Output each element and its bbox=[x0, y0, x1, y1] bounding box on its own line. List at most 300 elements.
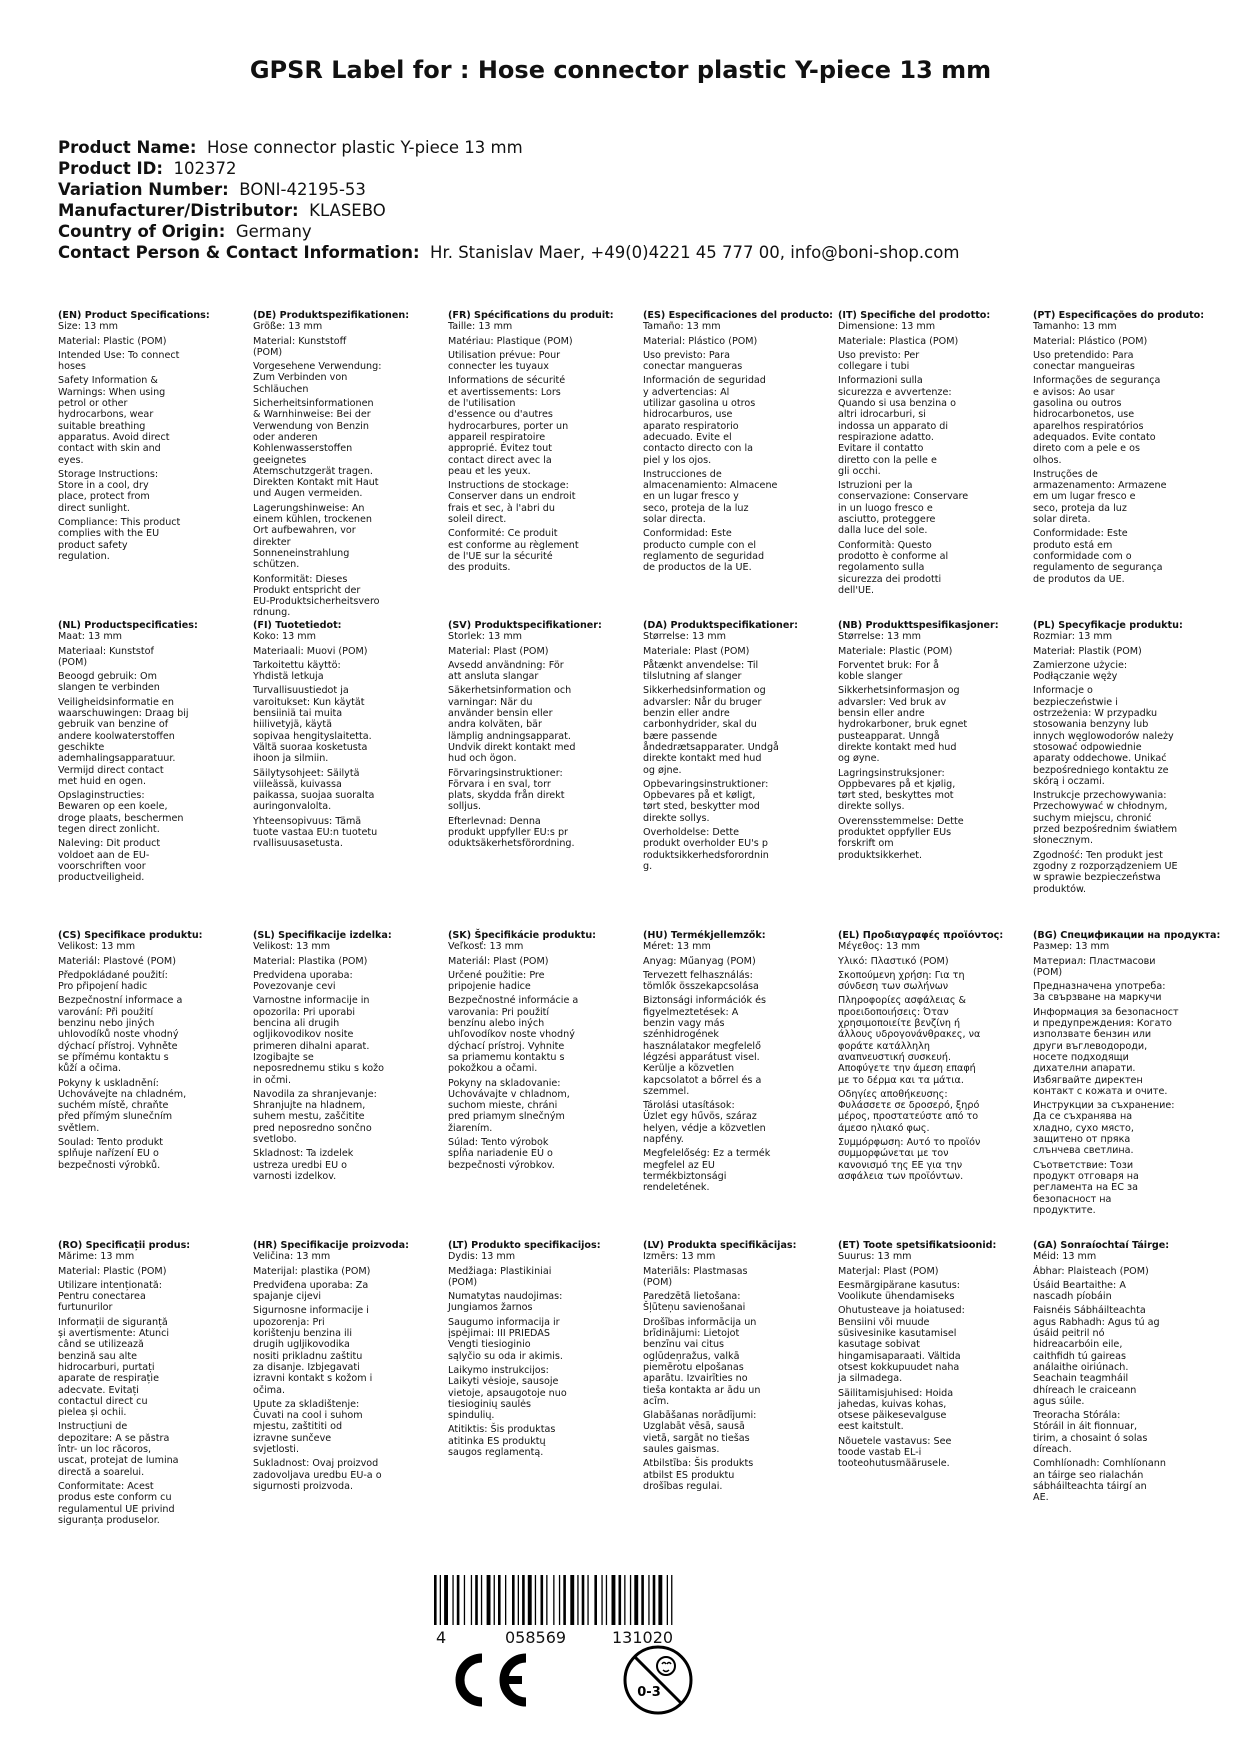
spec-line: olhos. bbox=[1033, 454, 1062, 466]
spec-line: conformidade com o bbox=[1033, 550, 1132, 562]
spec-line: Dydis: 13 mm bbox=[448, 1251, 516, 1263]
spec-line: Größe: 13 mm bbox=[253, 321, 323, 333]
spec-line: direkte kontakt med hud bbox=[838, 741, 957, 753]
spec-line: aparaty oddechowe. Unikać bbox=[1033, 753, 1167, 765]
spec-line: kasutage sobivat bbox=[838, 1339, 920, 1351]
spec-line: Информация за безопасност bbox=[1033, 1006, 1179, 1018]
spec-line: Conformidade: Este bbox=[1033, 528, 1128, 540]
spec-line: droge plaats, beschermen bbox=[58, 812, 184, 824]
spec-section bbox=[58, 930, 248, 1171]
spec-line: direkte sollys. bbox=[838, 801, 905, 813]
spec-section-title: (DE) Produktspezifikationen: bbox=[253, 310, 410, 321]
spec-line: Utilizare intenționată: bbox=[58, 1279, 162, 1291]
spec-line: Veiligheidsinformatie en bbox=[58, 696, 174, 708]
spec-line: productveiligheid. bbox=[58, 872, 145, 884]
spec-line: Oppbevares på et kjølig, bbox=[838, 778, 956, 790]
spec-line: figyelmeztetések: A bbox=[643, 1006, 739, 1018]
spec-section-title: (SV) Produktspecifikationer: bbox=[448, 620, 602, 631]
spec-line: d'essence ou d'autres bbox=[448, 409, 553, 421]
spec-line: úsáid peitril nó bbox=[1033, 1328, 1105, 1340]
spec-section bbox=[1033, 620, 1223, 895]
spec-line: άμεσο ηλιακό φως. bbox=[838, 1122, 930, 1134]
spec-line: szemmel. bbox=[643, 1085, 690, 1097]
spec-line: roduktsikkerhedsforordnin bbox=[643, 849, 769, 861]
spec-line: регламента на ЕС за bbox=[1033, 1182, 1138, 1194]
barcode bbox=[430, 1575, 700, 1625]
spec-line: tirim, a chosaint ó solas bbox=[1033, 1432, 1148, 1444]
spec-line: προειδοποιήσεις: Όταν bbox=[838, 1006, 949, 1018]
spec-line: dell'UE. bbox=[838, 584, 875, 596]
spec-line: solljus. bbox=[448, 801, 481, 813]
spec-line: otsest kokkupuudet naha bbox=[838, 1361, 960, 1373]
spec-section-title: (ES) Especificaciones del producto: bbox=[643, 310, 834, 321]
spec-line: bensin eller andre bbox=[838, 708, 925, 720]
spec-line: Υλικό: Πλαστικό (POM) bbox=[838, 955, 949, 967]
spec-section-title: (RO) Specificații produs: bbox=[58, 1240, 191, 1251]
spec-line: bezpieczeństwie i bbox=[1033, 696, 1118, 708]
spec-line: Undvik direkt kontakt med bbox=[448, 741, 576, 753]
spec-line: дихателни апарати. bbox=[1033, 1063, 1136, 1075]
spec-line: petrol or other bbox=[58, 398, 128, 410]
spec-line: Tarkoitettu käyttö: bbox=[253, 659, 341, 671]
spec-line: schützen. bbox=[253, 559, 300, 571]
spec-line: Istruzioni per la bbox=[838, 480, 913, 492]
spec-line: Materiale: Plast (POM) bbox=[643, 645, 750, 657]
spec-section-title: (PT) Especificações do produto: bbox=[1033, 310, 1205, 321]
spec-line: svetlobo. bbox=[253, 1134, 297, 1146]
spec-line: Ohutusteave ja hoiatused: bbox=[838, 1305, 965, 1317]
spec-line: y advertencias: Al bbox=[643, 386, 730, 398]
spec-section bbox=[253, 1240, 443, 1492]
info-product-name: Product Name: Hose connector plastic Y-piece 13 mm bbox=[58, 138, 523, 157]
spec-line: Bewaren op een koele, bbox=[58, 801, 168, 813]
spec-line: Información de seguridad bbox=[643, 375, 766, 387]
spec-line: gebruik van benzine of bbox=[58, 719, 169, 731]
info-manufacturer: Manufacturer/Distributor: KLASEBO bbox=[58, 201, 386, 220]
spec-section bbox=[838, 620, 1028, 861]
spec-line: upozorenja: Pri bbox=[253, 1316, 325, 1328]
spec-line: primeren dihalni aparat. bbox=[253, 1040, 370, 1052]
spec-line: използвате бензин или bbox=[1033, 1029, 1152, 1041]
spec-line: oduktsäkerhetsförordning. bbox=[448, 838, 575, 850]
barcode-bar bbox=[559, 1575, 560, 1625]
spec-line: sigurnosti proizvoda. bbox=[253, 1480, 353, 1492]
spec-line: Sicherheitsinformationen bbox=[253, 398, 374, 410]
spec-line: Velikost: 13 mm bbox=[58, 941, 136, 953]
spec-line: uhľovodíkov noste vhodný bbox=[448, 1029, 575, 1041]
spec-line: díreach. bbox=[1033, 1444, 1072, 1456]
spec-line: Materijal: plastika (POM) bbox=[253, 1265, 371, 1277]
spec-line: innych węglowodorów należy bbox=[1033, 730, 1174, 742]
spec-section-title: (GA) Sonraíochtaí Táirge: bbox=[1033, 1240, 1170, 1251]
product-info bbox=[58, 137, 959, 263]
spec-line: Maat: 13 mm bbox=[58, 631, 123, 643]
spec-line: Материал: Пластмасови bbox=[1033, 955, 1156, 967]
spec-line: bezpośredniego kontaktu ze bbox=[1033, 764, 1169, 776]
spec-line: Instrucțiuni de bbox=[58, 1421, 128, 1433]
spec-line: Informacje o bbox=[1033, 685, 1093, 697]
spec-section-title: (NL) Productspecificaties: bbox=[58, 620, 198, 631]
spec-line: Informations de sécurité bbox=[448, 375, 566, 387]
spec-section bbox=[448, 620, 638, 850]
spec-line: Velikost: 13 mm bbox=[253, 941, 331, 953]
spec-line: Materiál: Plastové (POM) bbox=[58, 955, 176, 967]
spec-line: продукт отговаря на bbox=[1033, 1170, 1139, 1182]
spec-line: voldoet aan de EU- bbox=[58, 849, 150, 861]
spec-line: använder bensin eller bbox=[448, 708, 553, 720]
spec-line: Navodila za shranjevanje: bbox=[253, 1088, 377, 1100]
spec-line: Efterlevnad: Denna bbox=[448, 815, 541, 827]
spec-line: Store in a cool, dry bbox=[58, 480, 149, 492]
spec-section-title: (FI) Tuotetiedot: bbox=[253, 620, 342, 631]
barcode-bar bbox=[667, 1575, 668, 1625]
spec-line: când se utilizează bbox=[58, 1339, 144, 1351]
spec-line: Förvara i en sval, torr bbox=[448, 778, 551, 790]
spec-line: Uchovávejte na chladném, bbox=[58, 1088, 187, 1100]
spec-section bbox=[643, 310, 833, 574]
barcode-bar bbox=[440, 1575, 441, 1625]
spec-line: Materiale: Plastic (POM) bbox=[838, 645, 953, 657]
barcode-bar bbox=[512, 1575, 515, 1625]
barcode-bar bbox=[494, 1575, 495, 1625]
barcode-bar bbox=[518, 1575, 519, 1625]
spec-line: Conformité: Ce produit bbox=[448, 528, 558, 540]
spec-line: auringonvalolta. bbox=[253, 801, 332, 813]
spec-line: en un lugar fresco y bbox=[643, 491, 739, 503]
spec-line: (POM) bbox=[253, 346, 283, 358]
info-variation-number: Variation Number: BONI-42195-53 bbox=[58, 180, 366, 199]
spec-line: Material: Plastic (POM) bbox=[58, 335, 167, 347]
spec-line: apparatus. Avoid direct bbox=[58, 431, 170, 443]
spec-line: (POM) bbox=[58, 656, 88, 668]
spec-line: безопасност на bbox=[1033, 1193, 1112, 1205]
spec-line: jahedas, kuivas kohas, bbox=[838, 1398, 947, 1410]
barcode-bar bbox=[522, 1575, 525, 1625]
spec-line: hidrocarbonetos, use bbox=[1033, 409, 1135, 421]
spec-section-title: (NB) Produkttspesifikasjoner: bbox=[838, 620, 999, 631]
spec-section bbox=[448, 1240, 638, 1458]
spec-line: tegen direct zonlicht. bbox=[58, 824, 160, 836]
spec-line: Ábhar: Plaisteach (POM) bbox=[1033, 1265, 1149, 1277]
barcode-bar bbox=[624, 1575, 625, 1625]
spec-line: használatakor megfelelő bbox=[643, 1040, 761, 1052]
spec-line: termékbiztonsági bbox=[643, 1170, 727, 1182]
spec-line: benzínu alebo iných bbox=[448, 1018, 545, 1030]
barcode-bar bbox=[577, 1575, 578, 1625]
spec-line: Informazioni sulla bbox=[838, 375, 923, 387]
spec-line: Faisnéis Sábháilteachta bbox=[1033, 1305, 1146, 1317]
spec-section-title: (EN) Product Specifications: bbox=[58, 310, 210, 321]
spec-line: solar directa. bbox=[643, 514, 706, 526]
spec-line: (POM) bbox=[643, 1276, 673, 1288]
spec-line: Overensstemmelse: Dette bbox=[838, 815, 964, 827]
spec-line: Избягвайте директен bbox=[1033, 1074, 1143, 1086]
spec-line: Vengti tiesioginio bbox=[448, 1339, 531, 1351]
spec-line: Uso previsto: Per bbox=[838, 349, 920, 361]
spec-line: Size: 13 mm bbox=[58, 321, 118, 333]
spec-line: άλλους υδρογονάνθρακες, να bbox=[838, 1029, 981, 1041]
spec-line: att ansluta slangar bbox=[448, 671, 539, 683]
spec-section-title: (EL) Προδιαγραφές προϊόντος: bbox=[838, 930, 1004, 941]
spec-line: Material: Plast (POM) bbox=[448, 645, 549, 657]
spec-line: caithfidh tú gaireas bbox=[1033, 1350, 1126, 1362]
spec-line: produkt uppfyller EU:s pr bbox=[448, 827, 569, 839]
spec-line: Vältä suoraa kosketusta bbox=[253, 741, 368, 753]
spec-line: siguranța produselor. bbox=[58, 1514, 160, 1526]
spec-line: suitable breathing bbox=[58, 420, 146, 432]
spec-line: Storlek: 13 mm bbox=[448, 631, 523, 643]
spec-line: Voolikute ühendamiseks bbox=[838, 1291, 955, 1303]
spec-section bbox=[643, 930, 833, 1194]
spec-line: svjetlosti. bbox=[253, 1444, 300, 1456]
spec-line: bezpečnosti výrobků. bbox=[58, 1159, 161, 1171]
spec-line: g. bbox=[643, 860, 653, 872]
spec-line: Určené použitie: Pre bbox=[448, 969, 545, 981]
spec-line: Material: Plástico (POM) bbox=[643, 335, 758, 347]
spec-line: de productos de la UE. bbox=[643, 562, 752, 574]
barcode-bar bbox=[471, 1575, 472, 1625]
spec-line: benzīnu vai citus bbox=[643, 1339, 725, 1351]
spec-section-title: (IT) Specifiche del prodotto: bbox=[838, 310, 991, 321]
spec-section bbox=[448, 310, 638, 574]
barcode-bar bbox=[594, 1575, 597, 1625]
spec-line: bære passende bbox=[643, 730, 718, 742]
spec-line: συμμορφώνεται με τον bbox=[838, 1148, 949, 1160]
spec-line: Materiał: Plastik (POM) bbox=[1033, 645, 1142, 657]
spec-line: atitinka ES produktų bbox=[448, 1435, 546, 1447]
spec-line: Avsedd användning: För bbox=[448, 659, 564, 671]
barcode-bar bbox=[630, 1575, 631, 1625]
spec-line: hidrocarburos, use bbox=[643, 409, 733, 421]
spec-section-title: (SL) Specifikacije izdelka: bbox=[253, 930, 392, 941]
spec-line: aparate de respirație bbox=[58, 1373, 159, 1385]
spec-line: uhlovodíků noste vhodný bbox=[58, 1029, 179, 1041]
spec-line: an táirge seo rialachán bbox=[1033, 1469, 1144, 1481]
spec-line: e avisos: Ao usar bbox=[1033, 386, 1115, 398]
spec-line: waarschuwingen: Draag bij bbox=[58, 708, 189, 720]
barcode-bar bbox=[505, 1575, 506, 1625]
barcode-bar bbox=[553, 1575, 554, 1625]
spec-line: Materiale: Plastica (POM) bbox=[838, 335, 959, 347]
spec-section bbox=[1033, 930, 1223, 1216]
spec-line: de l'UE sur la sécurité bbox=[448, 550, 553, 562]
spec-line: in un luogo fresco e bbox=[838, 502, 933, 514]
barcode-digits-left: 058569 bbox=[505, 1628, 567, 1647]
page-title: GPSR Label for : Hose connector plastic Y-piece 13 mm bbox=[249, 56, 992, 84]
spec-line: Pokyny k uskladnění: bbox=[58, 1077, 159, 1089]
spec-line: κανονισμό της ΕΕ για την bbox=[838, 1159, 963, 1171]
spec-line: Material: Plastic (POM) bbox=[58, 1265, 167, 1277]
barcode-bar bbox=[457, 1575, 460, 1625]
spec-line: szénhidrogének bbox=[643, 1029, 719, 1041]
spec-line: pred priamym slnečným bbox=[448, 1111, 565, 1123]
spec-line: ostrzeżenia: W przypadku bbox=[1033, 708, 1158, 720]
spec-line: collegare i tubi bbox=[838, 361, 910, 373]
spec-line: nascadh píobáin bbox=[1033, 1291, 1112, 1303]
spec-line: hydrokarboner, bruk egnet bbox=[838, 719, 968, 731]
barcode-bar bbox=[498, 1575, 501, 1625]
spec-line: Σκοπούμενη χρήση: Για τη bbox=[838, 969, 965, 981]
barcode-bar bbox=[619, 1575, 622, 1625]
spec-line: Varnostne informacije in bbox=[253, 995, 370, 1007]
spec-line: Yhdistä letkuja bbox=[253, 671, 324, 683]
spec-line: ademhalingsapparatuur. bbox=[58, 753, 176, 765]
spec-line: Méret: 13 mm bbox=[643, 941, 711, 953]
spec-line: complies with the EU bbox=[58, 528, 160, 540]
spec-line: tooteohutusmäärusele. bbox=[838, 1458, 950, 1470]
spec-line: Izogibajte se bbox=[253, 1051, 314, 1063]
spec-line: Rozmiar: 13 mm bbox=[1033, 631, 1113, 643]
spec-line: Suurus: 13 mm bbox=[838, 1251, 912, 1263]
spec-line: Material: Kunststoff bbox=[253, 335, 347, 347]
spec-line: Yhteensopivuus: Tämä bbox=[253, 815, 362, 827]
spec-line: regulamentul UE privind bbox=[58, 1503, 175, 1515]
spec-section-title: (FR) Spécifications du produit: bbox=[448, 310, 614, 321]
spec-line: drošības regulai. bbox=[643, 1480, 723, 1492]
spec-section bbox=[643, 620, 833, 872]
spec-line: Lagerungshinweise: An bbox=[253, 502, 365, 514]
barcode-bar bbox=[475, 1575, 478, 1625]
spec-line: hingamisaparaati. Vältida bbox=[838, 1350, 961, 1362]
spec-line: (POM) bbox=[1033, 966, 1063, 978]
spec-line: Bensiini või muude bbox=[838, 1316, 930, 1328]
spec-line: Uchovávajte v chladnom, bbox=[448, 1088, 570, 1100]
barcode-bar bbox=[464, 1575, 465, 1625]
spec-line: Kerülje a közvetlen bbox=[643, 1063, 735, 1075]
barcode-bar bbox=[587, 1575, 588, 1625]
spec-line: Seachain teagmháil bbox=[1033, 1373, 1129, 1385]
spec-line: Informații de siguranță bbox=[58, 1316, 168, 1328]
spec-line: pokožkou a očami. bbox=[448, 1063, 538, 1075]
spec-line: dýchací přístroj. Vyhněte bbox=[58, 1040, 178, 1052]
barcode-bar bbox=[612, 1575, 616, 1625]
spec-line: хладно, сухо място, bbox=[1033, 1122, 1134, 1134]
spec-section bbox=[58, 1240, 248, 1526]
spec-line: benzin vagy más bbox=[643, 1018, 725, 1030]
spec-line: geschikte bbox=[58, 741, 105, 753]
spec-line: Да се съхранява на bbox=[1033, 1111, 1133, 1123]
spec-line: vietoje, apsaugotoje nuo bbox=[448, 1387, 567, 1399]
spec-line: Sukladnost: Ovaj proizvod bbox=[253, 1458, 379, 1470]
spec-line: Säilitamisjuhised: Hoida bbox=[838, 1387, 954, 1399]
spec-line: asciutto, proteggere bbox=[838, 514, 936, 526]
spec-line: uscat, protejat de lumina bbox=[58, 1455, 179, 1467]
spec-line: слънчева светлина. bbox=[1033, 1145, 1134, 1157]
spec-line: spĺňa nariadenie EÚ o bbox=[448, 1148, 553, 1160]
spec-line: hud och ögon. bbox=[448, 753, 517, 765]
spec-line: aparato respiratorio bbox=[643, 420, 739, 432]
spec-line: rvallisuusasetusta. bbox=[253, 838, 343, 850]
spec-line: se přímému kontaktu s bbox=[58, 1051, 169, 1063]
spec-section bbox=[253, 930, 443, 1182]
spec-line: regolamento sulla bbox=[838, 562, 925, 574]
spec-line: w sprawie bezpieczeństwa bbox=[1033, 872, 1161, 884]
spec-line: mjestu, zaštititi od bbox=[253, 1421, 343, 1433]
spec-line: conservazione: Conservare bbox=[838, 491, 969, 503]
barcode-bar bbox=[563, 1575, 566, 1625]
spec-line: Shranjujte na hladnem, bbox=[253, 1100, 366, 1112]
spec-line: megfelel az EU bbox=[643, 1159, 715, 1171]
spec-line: tørt sted, beskyttes mot bbox=[838, 790, 954, 802]
spec-line: Storage Instructions: bbox=[58, 468, 159, 480]
spec-section bbox=[643, 1240, 833, 1492]
spec-line: продуктите. bbox=[1033, 1204, 1096, 1216]
spec-line: Съответствие: Този bbox=[1033, 1159, 1134, 1171]
spec-line: Conformidad: Este bbox=[643, 528, 732, 540]
spec-line: sa priamemu kontaktu s bbox=[448, 1051, 565, 1063]
spec-line: contact with skin and bbox=[58, 443, 161, 455]
spec-line: agus súile. bbox=[1033, 1395, 1085, 1407]
spec-line: altri idrocarburi, si bbox=[838, 409, 926, 421]
spec-line: pusteapparat. Unngå bbox=[838, 730, 940, 742]
spec-line: utilizar gasolina u otros bbox=[643, 398, 756, 410]
spec-line: respirazione adatto. bbox=[838, 431, 934, 443]
spec-line: Påtænkt anvendelse: Til bbox=[643, 659, 759, 671]
spec-line: produkt overholder EU's p bbox=[643, 838, 768, 850]
spec-line: dhíreach le craiceann bbox=[1033, 1384, 1137, 1396]
spec-section-title: (LT) Produkto specifikacijos: bbox=[448, 1240, 601, 1251]
spec-line: napfény. bbox=[643, 1134, 684, 1146]
spec-line: helyen, védje a közvetlen bbox=[643, 1122, 766, 1134]
spec-line: Säilytysohjeet: Säilytä bbox=[253, 767, 360, 779]
spec-line: Numatytas naudojimas: bbox=[448, 1291, 563, 1303]
spec-line: Materiaal: Kunststof bbox=[58, 645, 154, 657]
spec-line: oder anderen bbox=[253, 431, 318, 443]
spec-line: Povezovanje cevi bbox=[253, 981, 336, 993]
spec-line: stosować odpowiednie bbox=[1033, 741, 1142, 753]
spec-line: produs este conform cu bbox=[58, 1492, 172, 1504]
spec-section bbox=[838, 930, 1028, 1182]
spec-line: de produtos da UE. bbox=[1033, 573, 1125, 585]
spec-line: splňuje nařízení EU o bbox=[58, 1148, 159, 1160]
barcode-bar bbox=[658, 1575, 662, 1625]
spec-line: Opbevares på et køligt, bbox=[643, 790, 756, 802]
spec-line: Instructions de stockage: bbox=[448, 480, 569, 492]
spec-line: ihoon ja silmiin. bbox=[253, 753, 329, 765]
spec-line: place, protect from bbox=[58, 491, 150, 503]
spec-line: Sigurnosne informacije i bbox=[253, 1305, 369, 1317]
spec-line: tuote vastaa EU:n tuotetu bbox=[253, 827, 378, 839]
spec-line: Podłączanie węży bbox=[1033, 671, 1118, 683]
spec-line: Οδηγίες αποθήκευσης: bbox=[838, 1088, 948, 1100]
spec-line: ogļūdeņražus, valkā bbox=[643, 1350, 740, 1362]
spec-line: Predviđena uporaba: Za bbox=[253, 1279, 369, 1291]
barcode-bar bbox=[606, 1575, 607, 1625]
spec-line: Warnings: When using bbox=[58, 386, 166, 398]
spec-line: Conserver dans un endroit bbox=[448, 491, 576, 503]
spec-line: regulation. bbox=[58, 550, 110, 562]
spec-line: Tamaño: 13 mm bbox=[643, 321, 721, 333]
spec-section bbox=[1033, 1240, 1223, 1504]
spec-section-title: (HR) Specifikacije proizvoda: bbox=[253, 1240, 409, 1251]
spec-line: eest kaitstult. bbox=[838, 1421, 904, 1433]
spec-line: contactul direct cu bbox=[58, 1395, 148, 1407]
spec-line: tilslutning af slanger bbox=[643, 671, 742, 683]
spec-line: gli occhi. bbox=[838, 465, 881, 477]
spec-line: und Augen vermeiden. bbox=[253, 488, 363, 500]
spec-line: Paredzētā lietošana: bbox=[643, 1291, 741, 1303]
barcode-bar bbox=[535, 1575, 536, 1625]
spec-line: pielea și ochii. bbox=[58, 1407, 127, 1419]
spec-line: almacenamiento: Almacene bbox=[643, 480, 778, 492]
spec-line: Veličina: 13 mm bbox=[253, 1251, 331, 1263]
spec-line: Uso previsto: Para bbox=[643, 349, 730, 361]
spec-line: korištenju benzina ili bbox=[253, 1328, 353, 1340]
spec-line: spindulių. bbox=[448, 1410, 495, 1422]
spec-line: direto com a pele e os bbox=[1033, 443, 1140, 455]
barcode-digits-right: 131020 bbox=[612, 1628, 674, 1647]
spec-line: benzin eller andre bbox=[643, 708, 730, 720]
